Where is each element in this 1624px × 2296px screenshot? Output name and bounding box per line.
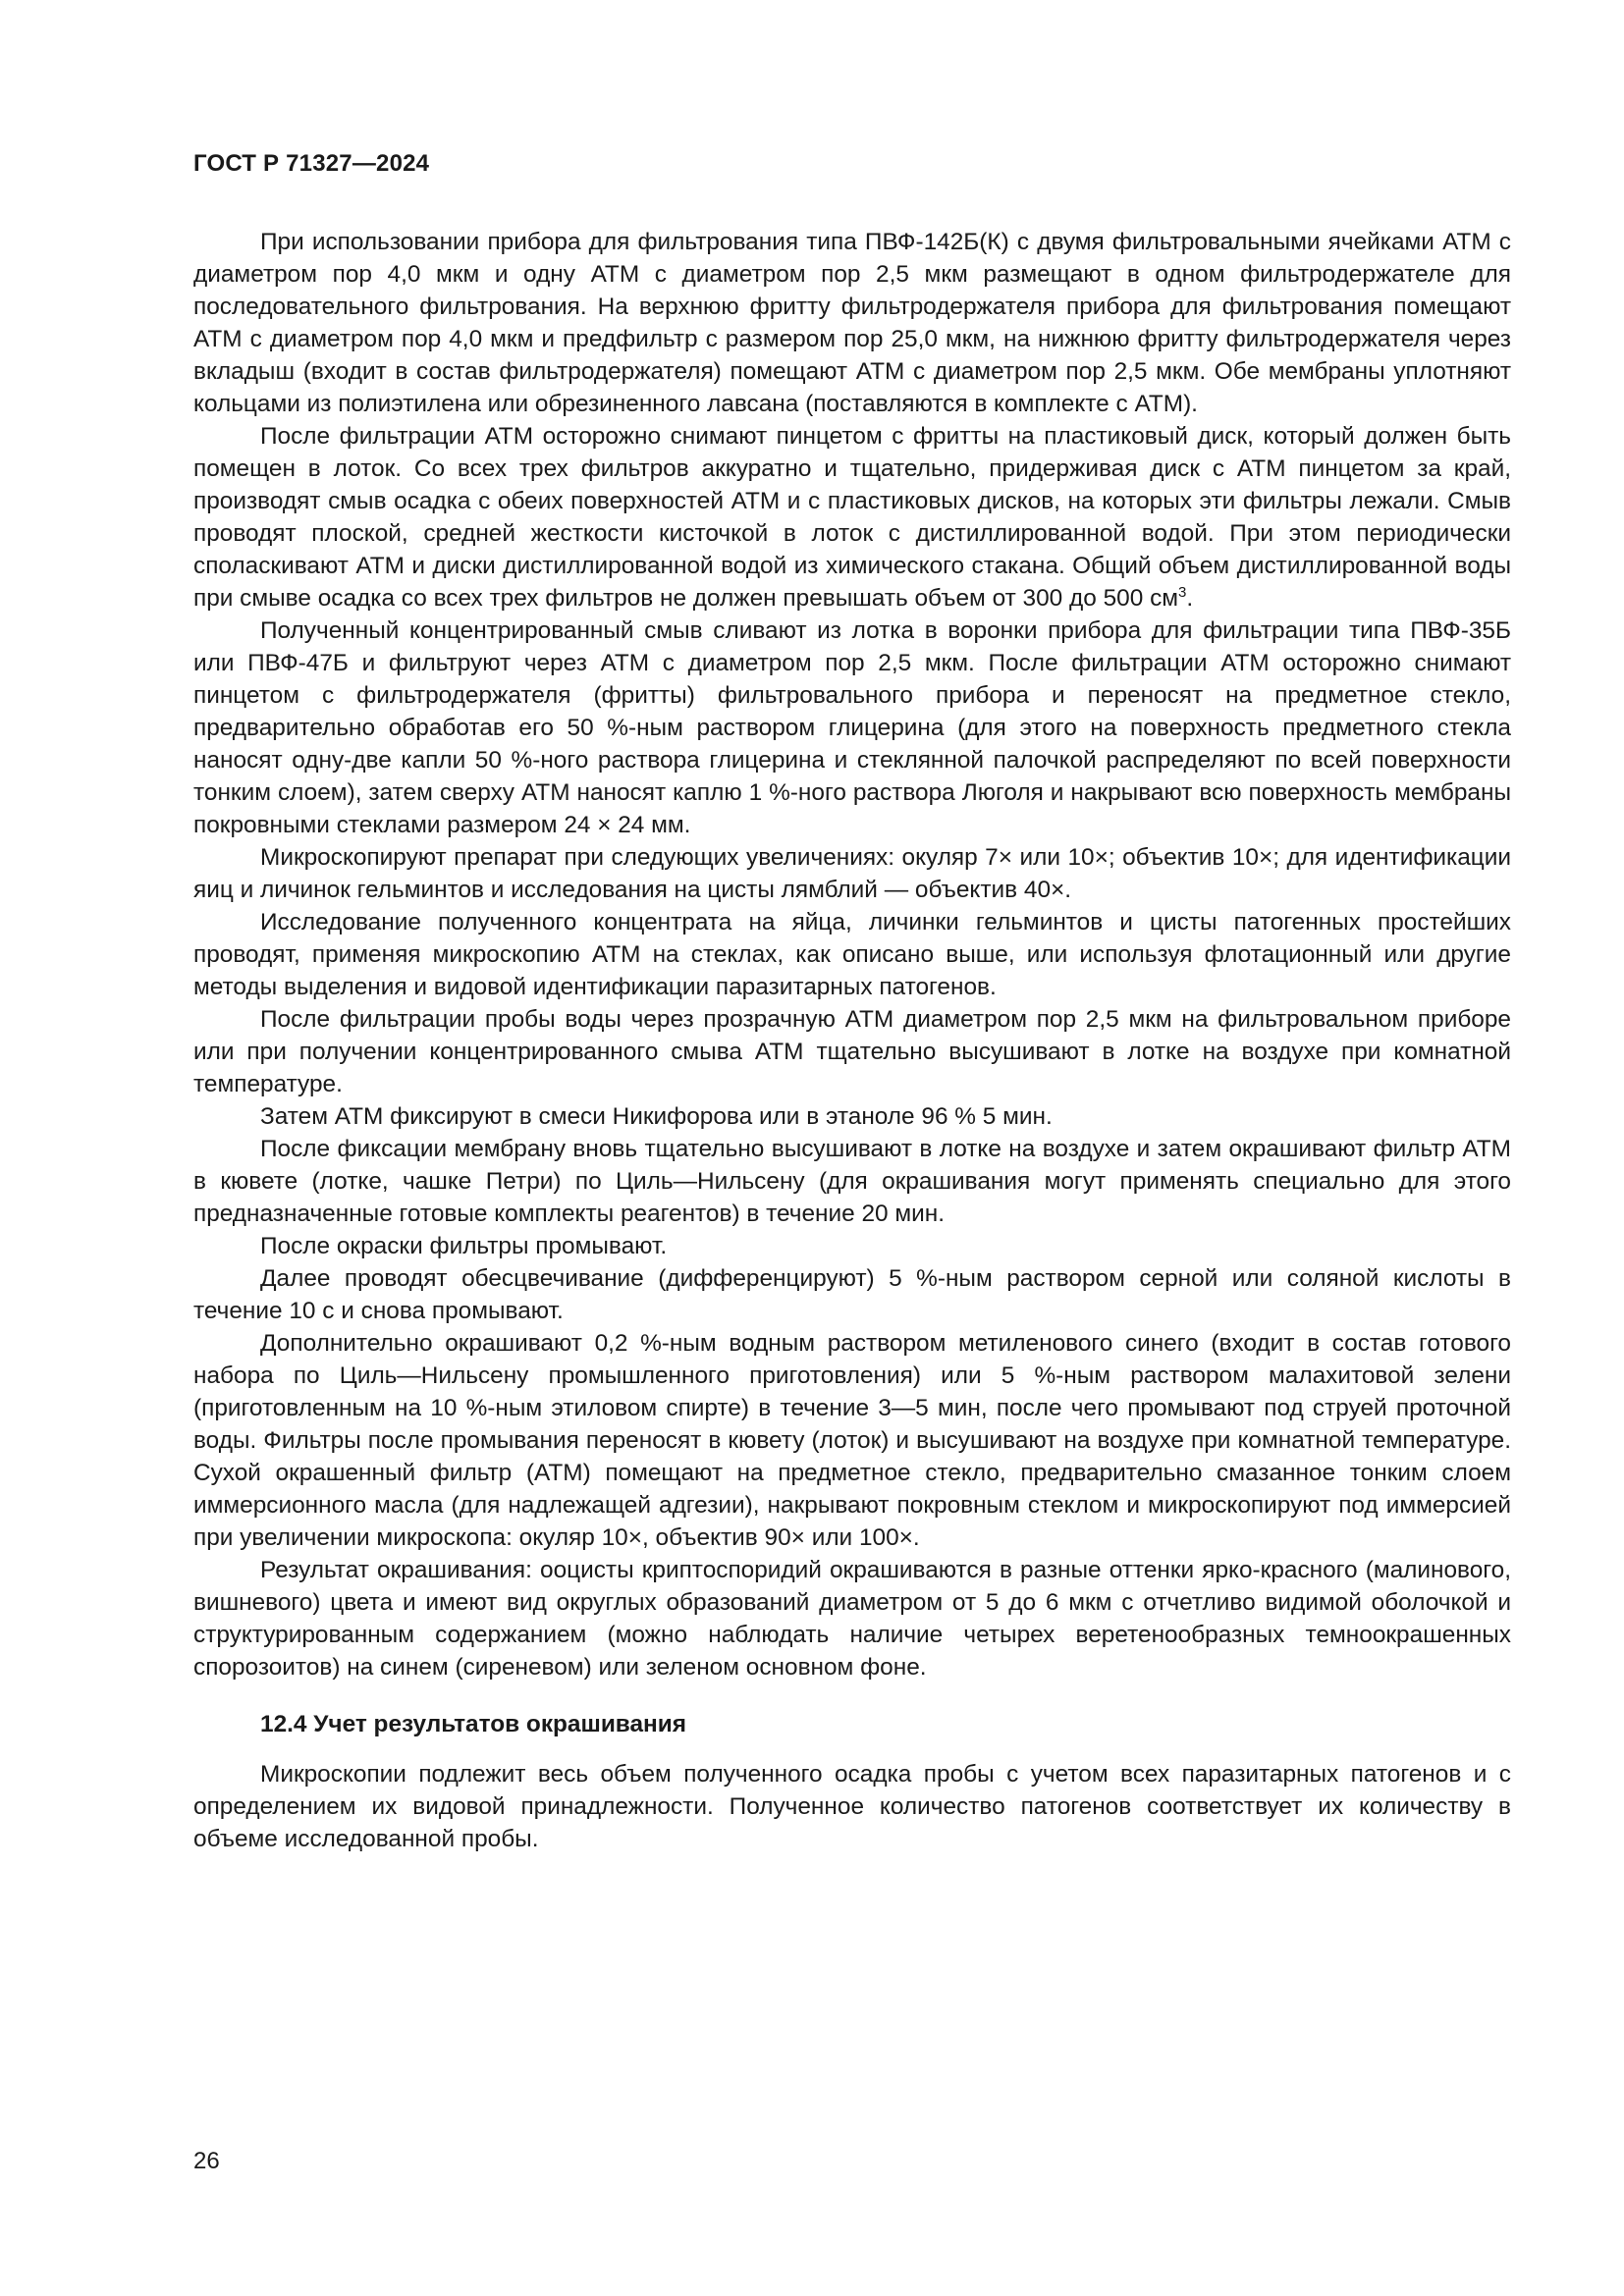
paragraph: [193, 420, 1511, 614]
paragraph-end: .: [1186, 585, 1194, 612]
section-paragraph: Микроскопии подлежит весь объем полученного осадка пробы с учетом всех паразитарных патогенов и с определением их видовой принадлежности. Полученное количество патогенов соответствует их количеству в объеме исследованной пробы.: [193, 1761, 1511, 1852]
paragraph: После фильтрации пробы воды через прозрачную АТМ диаметром пор 2,5 мкм на фильтровальном приборе или при получении концентрированного смыва АТМ тщательно высушивают в лотке на воздухе при комнатной температуре.: [193, 1006, 1511, 1097]
paragraph: Полученный концентрированный смыв сливают из лотка в воронки прибора для фильтрации типа ПВФ-35Б или ПВФ-47Б и фильтруют через АТМ с диаметром пор 2,5 мкм. После фильтрации АТМ осторожно снимают пинцетом с фильтродержателя (фритты) фильтровального прибора и переносят на предметное стекло, предварительно обработав его 50 %-ным раствором глицерина (для этого на поверхность предметного стекла наносят одну-две капли 50 %-ного раствора глицерина и стеклянной палочкой распределяют по всей поверхности тонким слоем), затем сверху АТМ наносят каплю 1 %-ного раствора Люголя и накрывают всю поверхность мембраны покровными стеклами размером 24 × 24 мм.: [193, 617, 1511, 838]
paragraph: Исследование полученного концентрата на яйца, личинки гельминтов и цисты патогенных простейших проводят, применяя микроскопию АТМ на стеклах, как описано выше, или используя флотационный или другие методы выделения и видовой идентификации паразитарных патогенов.: [193, 909, 1511, 1000]
paragraph: Результат окрашивания: ооцисты криптоспоридий окрашиваются в разные оттенки ярко-красного (малинового, вишневого) цвета и имеют вид округлых образований диаметром от 5 до 6 мкм с отчетливо видимой оболочкой и структурированным содержанием (можно наблюдать наличие четырех веретенообразных темноокрашенных спорозоитов) на синем (сиреневом) или зеленом основном фоне.: [193, 1557, 1511, 1681]
paragraph: При использовании прибора для фильтрования типа ПВФ-142Б(К) с двумя фильтровальными ячейками АТМ с диаметром пор 4,0 мкм и одну АТМ с диаметром пор 2,5 мкм размещают в одном фильтродержателе для последовательного фильтрования. На верхнюю фритту фильтродержателя прибора для фильтрования помещают АТМ с диаметром пор 4,0 мкм и предфильтр с размером пор 25,0 мкм, на нижнюю фритту фильтродержателя через вкладыш (входит в состав фильтродержателя) помещают АТМ с диаметром пор 2,5 мкм. Обе мембраны уплотняют кольцами из полиэтилена или обрезиненного лавсана (поставляются в комплекте с АТМ).: [193, 229, 1511, 417]
superscript: 3: [1178, 583, 1187, 601]
paragraph-text: После фильтрации АТМ осторожно снимают пинцетом с фритты на пластиковый диск, который должен быть помещен в лоток. Со всех трех фильтров аккуратно и тщательно, придерживая диск с АТМ пинцетом за край, производят смыв осадка с обеих поверхностей АТМ и с пластиковых дисков, на которых эти фильтры лежали. Смыв проводят плоской, средней жесткости кисточкой в лоток с дистиллированной водой. При этом периодически споласкивают АТМ и диски дистиллированной водой из химического стакана. Общий объем дистиллированной воды при смыве осадка со всех трех фильтров не должен превышать объем от 300 до 500 см: [193, 423, 1511, 612]
paragraph: После фиксации мембрану вновь тщательно высушивают в лотке на воздухе и затем окрашивают фильтр АТМ в кювете (лотке, чашке Петри) по Циль—Нильсену (для окрашивания могут применять специально для этого предназначенные готовые комплекты реагентов) в течение 20 мин.: [193, 1136, 1511, 1227]
document-body: [193, 226, 1511, 1855]
paragraph: Дополнительно окрашивают 0,2 %-ным водным раствором метиленового синего (входит в состав готового набора по Циль—Нильсену промышленного приготовления) или 5 %-ным раствором малахитовой зелени (приготовленным на 10 %-ным этиловом спирте) в течение 3—5 мин, после чего промывают под струей проточной воды. Фильтры после промывания переносят в кювету (лоток) и высушивают на воздухе при комнатной температуре. Сухой окрашенный фильтр (АТМ) помещают на предметное стекло, предварительно смазанное тонким слоем иммерсионного масла (для надлежащей адгезии), накрывают покровным стеклом и микроскопируют под иммерсией при увеличении микроскопа: окуляр 10×, объектив 90× или 100×.: [193, 1330, 1511, 1551]
document-code-header: ГОСТ Р 71327—2024: [193, 150, 430, 177]
page-number: 26: [193, 2148, 220, 2174]
paragraph: Микроскопируют препарат при следующих увеличениях: окуляр 7× или 10×; объектив 10×; для идентификации яиц и личинок гельминтов и исследования на цисты лямблий — объектив 40×.: [193, 844, 1511, 903]
section-heading: 12.4 Учет результатов окрашивания: [260, 1711, 687, 1737]
paragraph: После окраски фильтры промывают.: [260, 1233, 668, 1259]
paragraph: Далее проводят обесцвечивание (дифференцируют) 5 %-ным раствором серной или соляной кислоты в течение 10 с и снова промывают.: [193, 1265, 1511, 1324]
paragraph: Затем АТМ фиксируют в смеси Никифорова или в этаноле 96 % 5 мин.: [260, 1103, 1053, 1130]
